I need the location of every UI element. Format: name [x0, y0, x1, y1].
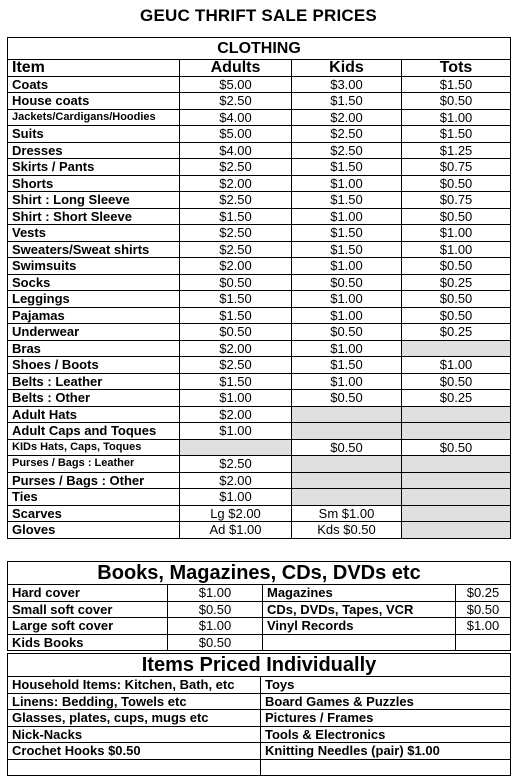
adults-price: $1.50	[180, 307, 292, 324]
individual-item-left: Nick-Nacks	[8, 726, 261, 743]
adults-price: $2.50	[180, 357, 292, 374]
tots-price: $0.75	[402, 159, 511, 176]
kids-price: $0.50	[292, 274, 402, 291]
table-row	[8, 710, 511, 727]
tots-price	[402, 489, 511, 506]
kids-price: $2.00	[292, 109, 402, 126]
books-price-table	[7, 561, 511, 651]
tots-price	[402, 505, 511, 522]
adults-price: $2.50	[180, 225, 292, 242]
individual-item-right	[261, 759, 511, 776]
adults-price: $2.00	[180, 406, 292, 423]
kids-price: $1.00	[292, 373, 402, 390]
tots-price: $0.50	[402, 373, 511, 390]
tots-price: $1.00	[402, 241, 511, 258]
adults-price: $2.50	[180, 93, 292, 110]
tots-price	[402, 456, 511, 473]
table-row	[8, 192, 511, 209]
table-row	[8, 601, 511, 618]
tots-price: $1.50	[402, 126, 511, 143]
tots-price: $1.00	[402, 109, 511, 126]
tots-price	[402, 423, 511, 440]
adults-price: $2.00	[180, 175, 292, 192]
column-header-tots: Tots	[402, 60, 511, 77]
table-row	[8, 489, 511, 506]
kids-price: $2.50	[292, 126, 402, 143]
item-name: Belts : Leather	[8, 373, 180, 390]
tots-price: $0.50	[402, 291, 511, 308]
kids-price: $0.50	[292, 324, 402, 341]
kids-price: $1.00	[292, 307, 402, 324]
table-row	[8, 225, 511, 242]
adults-price: $1.50	[180, 208, 292, 225]
kids-price: Kds $0.50	[292, 522, 402, 539]
kids-price	[292, 489, 402, 506]
individual-item-left: Glasses, plates, cups, mugs etc	[8, 710, 261, 727]
kids-price	[292, 456, 402, 473]
kids-price: $1.00	[292, 291, 402, 308]
tots-price: $0.50	[402, 175, 511, 192]
item-name: Leggings	[8, 291, 180, 308]
adults-price: $2.50	[180, 456, 292, 473]
book-item-price: $0.50	[168, 601, 263, 618]
table-row	[8, 208, 511, 225]
item-name: Socks	[8, 274, 180, 291]
item-name: Purses / Bags : Leather	[8, 456, 180, 473]
individual-item-right: Knitting Needles (pair) $1.00	[261, 743, 511, 760]
book-item-name: Hard cover	[8, 585, 168, 602]
adults-price: $5.00	[180, 126, 292, 143]
column-header-adults: Adults	[180, 60, 292, 77]
adults-price: $2.50	[180, 241, 292, 258]
individual-item-left	[8, 759, 261, 776]
kids-price: $1.50	[292, 159, 402, 176]
media-item-name: CDs, DVDs, Tapes, VCR	[263, 601, 456, 618]
adults-price: $2.50	[180, 159, 292, 176]
tots-price	[402, 472, 511, 489]
kids-price: $1.00	[292, 208, 402, 225]
individual-section-title: Items Priced Individually	[8, 654, 511, 677]
tots-price: $0.50	[402, 307, 511, 324]
media-item-name: Vinyl Records	[263, 618, 456, 635]
item-name: Bras	[8, 340, 180, 357]
adults-price: $1.00	[180, 390, 292, 407]
adults-price: $0.50	[180, 324, 292, 341]
media-item-price	[456, 634, 511, 651]
item-name: Purses / Bags : Other	[8, 472, 180, 489]
tots-price: $0.50	[402, 208, 511, 225]
adults-price: Ad $1.00	[180, 522, 292, 539]
books-section-title: Books, Magazines, CDs, DVDs etc	[8, 562, 511, 585]
table-row	[8, 324, 511, 341]
table-row	[8, 634, 511, 651]
tots-price: $0.25	[402, 274, 511, 291]
item-name: Suits	[8, 126, 180, 143]
book-item-price: $0.50	[168, 634, 263, 651]
table-row	[8, 76, 511, 93]
kids-price: $1.00	[292, 340, 402, 357]
kids-price: $3.00	[292, 76, 402, 93]
item-name: House coats	[8, 93, 180, 110]
tots-price	[402, 522, 511, 539]
kids-price: $0.50	[292, 390, 402, 407]
table-row	[8, 759, 511, 776]
table-row	[8, 373, 511, 390]
item-name: Skirts / Pants	[8, 159, 180, 176]
adults-price	[180, 439, 292, 456]
kids-price: $1.50	[292, 241, 402, 258]
individual-item-left: Household Items: Kitchen, Bath, etc	[8, 677, 261, 694]
item-name: Ties	[8, 489, 180, 506]
tots-price: $0.50	[402, 258, 511, 275]
adults-price: $2.00	[180, 258, 292, 275]
individual-item-right: Pictures / Frames	[261, 710, 511, 727]
item-name: Scarves	[8, 505, 180, 522]
table-row	[8, 93, 511, 110]
book-item-price: $1.00	[168, 585, 263, 602]
table-row	[8, 522, 511, 539]
table-row	[8, 175, 511, 192]
adults-price: $1.50	[180, 373, 292, 390]
table-row	[8, 726, 511, 743]
item-name: Swimsuits	[8, 258, 180, 275]
tots-price: $1.00	[402, 357, 511, 374]
item-name: Dresses	[8, 142, 180, 159]
kids-price: $1.50	[292, 93, 402, 110]
tots-price	[402, 406, 511, 423]
item-name: Shorts	[8, 175, 180, 192]
table-row	[8, 439, 511, 456]
individual-item-left: Crochet Hooks $0.50	[8, 743, 261, 760]
item-name: Shirt : Long Sleeve	[8, 192, 180, 209]
table-row	[8, 423, 511, 440]
tots-price: $1.00	[402, 225, 511, 242]
table-row	[8, 142, 511, 159]
individual-item-left: Linens: Bedding, Towels etc	[8, 693, 261, 710]
table-row	[8, 307, 511, 324]
adults-price: $2.00	[180, 472, 292, 489]
column-header-kids: Kids	[292, 60, 402, 77]
kids-price: $1.00	[292, 175, 402, 192]
table-row	[8, 585, 511, 602]
kids-price: $1.50	[292, 192, 402, 209]
tots-price: $0.25	[402, 390, 511, 407]
item-name: Belts : Other	[8, 390, 180, 407]
clothing-price-table	[7, 37, 511, 539]
column-header-item: Item	[8, 60, 180, 77]
kids-price: $0.50	[292, 439, 402, 456]
kids-price: Sm $1.00	[292, 505, 402, 522]
table-row	[8, 406, 511, 423]
individual-items-table	[7, 653, 511, 776]
table-row	[8, 159, 511, 176]
table-row	[8, 274, 511, 291]
adults-price: Lg $2.00	[180, 505, 292, 522]
media-item-name	[263, 634, 456, 651]
table-row	[8, 126, 511, 143]
table-row	[8, 258, 511, 275]
item-name: Vests	[8, 225, 180, 242]
table-row	[8, 456, 511, 473]
item-name: Adult Caps and Toques	[8, 423, 180, 440]
adults-price: $1.00	[180, 423, 292, 440]
tots-price: $1.50	[402, 76, 511, 93]
item-name: Coats	[8, 76, 180, 93]
individual-item-right: Board Games & Puzzles	[261, 693, 511, 710]
table-row	[8, 693, 511, 710]
kids-price: $1.00	[292, 258, 402, 275]
table-row	[8, 390, 511, 407]
table-row	[8, 340, 511, 357]
book-item-price: $1.00	[168, 618, 263, 635]
table-row	[8, 618, 511, 635]
media-item-name: Magazines	[263, 585, 456, 602]
table-row	[8, 109, 511, 126]
book-item-name: Large soft cover	[8, 618, 168, 635]
adults-price: $1.00	[180, 489, 292, 506]
table-row	[8, 505, 511, 522]
table-row	[8, 472, 511, 489]
item-name: Shirt : Short Sleeve	[8, 208, 180, 225]
tots-price: $0.75	[402, 192, 511, 209]
adults-price: $5.00	[180, 76, 292, 93]
kids-price	[292, 423, 402, 440]
item-name: Jackets/Cardigans/Hoodies	[8, 109, 180, 126]
clothing-section-title: CLOTHING	[8, 38, 511, 60]
book-item-name: Kids Books	[8, 634, 168, 651]
page-title: GEUC THRIFT SALE PRICES	[140, 6, 377, 25]
item-name: Adult Hats	[8, 406, 180, 423]
item-name: Shoes / Boots	[8, 357, 180, 374]
kids-price: $1.50	[292, 357, 402, 374]
adults-price: $4.00	[180, 109, 292, 126]
media-item-price: $1.00	[456, 618, 511, 635]
adults-price: $2.50	[180, 192, 292, 209]
tots-price: $1.25	[402, 142, 511, 159]
kids-price	[292, 472, 402, 489]
individual-item-right: Toys	[261, 677, 511, 694]
tots-price	[402, 340, 511, 357]
kids-price	[292, 406, 402, 423]
media-item-price: $0.50	[456, 601, 511, 618]
item-name: Sweaters/Sweat shirts	[8, 241, 180, 258]
kids-price: $1.50	[292, 225, 402, 242]
item-name: Underwear	[8, 324, 180, 341]
item-name: KIDs Hats, Caps, Toques	[8, 439, 180, 456]
table-row	[8, 677, 511, 694]
adults-price: $1.50	[180, 291, 292, 308]
media-item-price: $0.25	[456, 585, 511, 602]
book-item-name: Small soft cover	[8, 601, 168, 618]
adults-price: $2.00	[180, 340, 292, 357]
tots-price: $0.50	[402, 93, 511, 110]
item-name: Gloves	[8, 522, 180, 539]
tots-price: $0.25	[402, 324, 511, 341]
tots-price: $0.50	[402, 439, 511, 456]
table-row	[8, 291, 511, 308]
table-row	[8, 357, 511, 374]
table-row	[8, 241, 511, 258]
item-name: Pajamas	[8, 307, 180, 324]
kids-price: $2.50	[292, 142, 402, 159]
adults-price: $0.50	[180, 274, 292, 291]
adults-price: $4.00	[180, 142, 292, 159]
table-row	[8, 743, 511, 760]
individual-item-right: Tools & Electronics	[261, 726, 511, 743]
